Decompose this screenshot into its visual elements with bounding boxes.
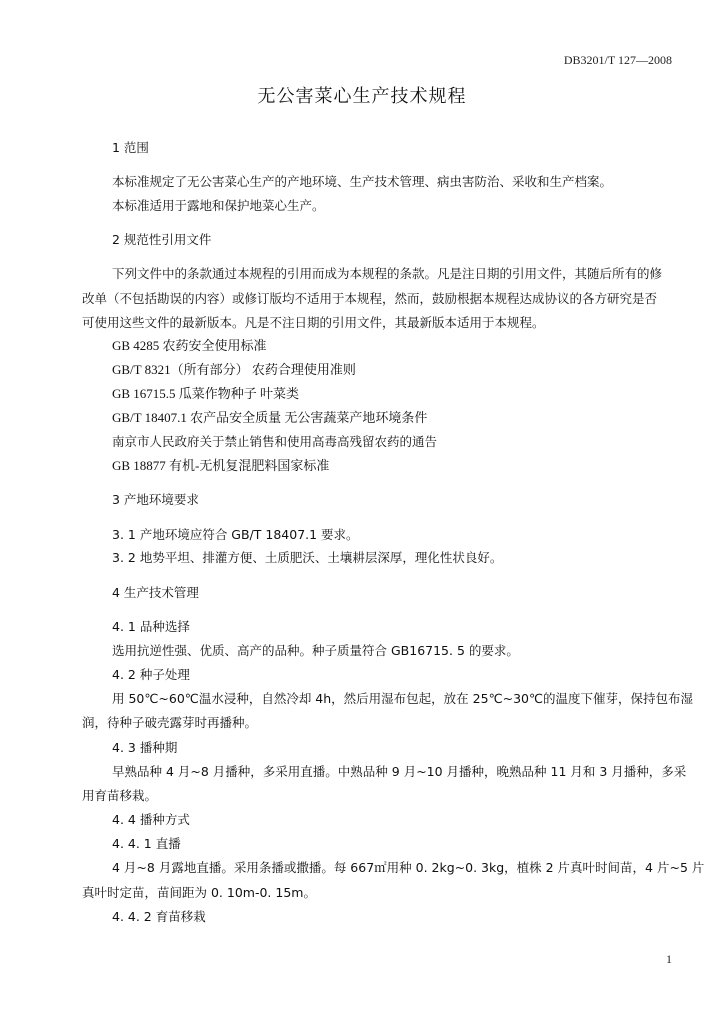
paragraph-line: 真叶时定苗，苗间距为 0. 10m-0. 15m。 xyxy=(82,885,316,900)
clause-line: 3. 2 地势平坦、排灌方便、土质肥沃、土壤耕层深厚，理化性状良好。 xyxy=(112,550,503,565)
subsubsection-heading: 4. 4. 2 育苗移栽 xyxy=(112,909,206,924)
paragraph-line: 改单（不包括勘误的内容）或修订版均不适用于本规程，然而，鼓励根据本规程达成协议的各方研究是否 xyxy=(82,291,658,306)
subsection-heading: 4. 4 播种方式 xyxy=(112,812,190,827)
section-heading-2: 2 规范性引用文件 xyxy=(112,232,212,247)
paragraph-line: 可使用这些文件的最新版本。凡是不注日期的引用文件，其最新版本适用于本规程。 xyxy=(82,315,545,330)
reference-item: GB/T 8321（所有部分） 农药合理使用准则 xyxy=(112,362,356,377)
section-heading-3: 3 产地环境要求 xyxy=(112,492,199,507)
clause-line: 3. 1 产地环境应符合 GB/T 18407.1 要求。 xyxy=(112,527,359,542)
paragraph-line: 早熟品种 4 月~8 月播种，多采用直播。中熟品种 9 月~10 月播种，晚熟品种 11 月和 3 月播种，多采 xyxy=(112,764,687,779)
reference-item: 南京市人民政府关于禁止销售和使用高毒高残留农药的通告 xyxy=(112,434,438,449)
reference-item: GB 4285 农药安全使用标准 xyxy=(112,338,267,353)
paragraph-line: 下列文件中的条款通过本规程的引用而成为本规程的条款。凡是注日期的引用文件，其随后所有的修 xyxy=(112,266,663,281)
paragraph-line: 用育苗移栽。 xyxy=(82,788,158,803)
subsubsection-heading: 4. 4. 1 直播 xyxy=(112,836,181,851)
paragraph-line: 4 月~8 月露地直播。采用条播或撒播。每 667㎡用种 0. 2kg~0. 3kg，植株 2 片真叶时间苗，4 片~5 片 xyxy=(112,860,705,875)
subsection-heading: 4. 2 种子处理 xyxy=(112,667,190,682)
standard-code: DB3201/T 127—2008 xyxy=(563,53,672,67)
paragraph-line: 用 50℃~60℃温水浸种，自然冷却 4h，然后用湿布包起，放在 25℃~30℃的温度下催芽，保持包布湿 xyxy=(112,691,694,706)
section-heading-1: 1 范围 xyxy=(112,140,149,155)
paragraph-line: 本标准规定了无公害菜心生产的产地环境、生产技术管理、病虫害防治、采收和生产档案。 xyxy=(112,174,613,189)
reference-item: GB/T 18407.1 农产品安全质量 无公害蔬菜产地环境条件 xyxy=(112,410,428,425)
subsection-heading: 4. 3 播种期 xyxy=(112,740,178,755)
paragraph-line: 本标准适用于露地和保护地菜心生产。 xyxy=(112,198,325,213)
document-title: 无公害菜心生产技术规程 xyxy=(257,86,467,107)
reference-item: GB 16715.5 瓜菜作物种子 叶菜类 xyxy=(112,386,300,401)
subsection-heading: 4. 1 品种选择 xyxy=(112,619,190,634)
reference-item: GB 18877 有机-无机复混肥料国家标准 xyxy=(112,458,330,473)
paragraph-line: 选用抗逆性强、优质、高产的品种。种子质量符合 GB16715. 5 的要求。 xyxy=(112,643,519,658)
paragraph-line: 润，待种子破壳露芽时再播种。 xyxy=(82,715,258,730)
page-number: 1 xyxy=(666,952,672,966)
section-heading-4: 4 生产技术管理 xyxy=(112,585,199,600)
